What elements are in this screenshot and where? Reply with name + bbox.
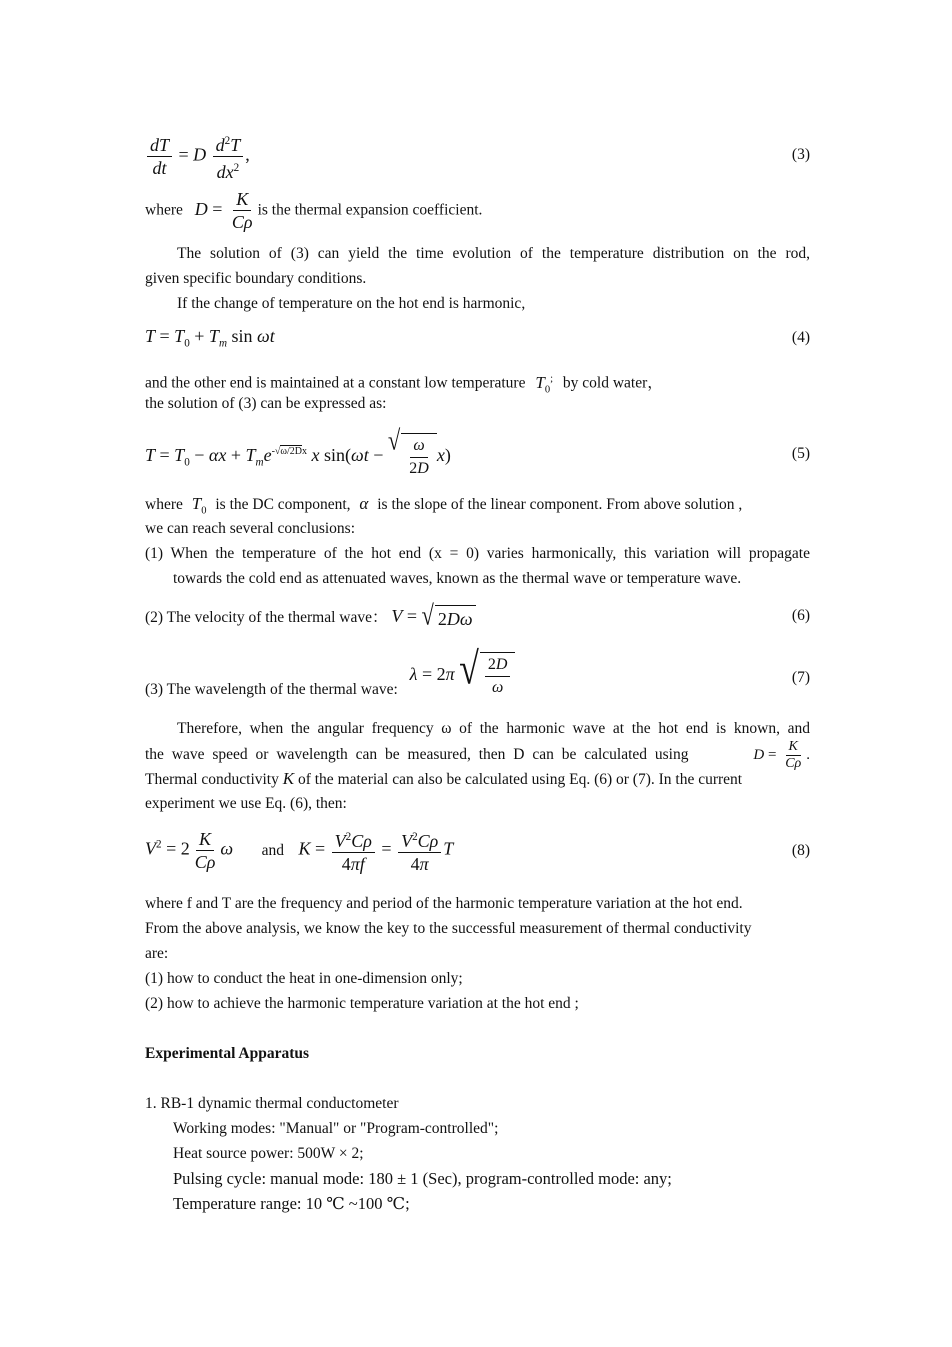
paragraph-line: (1) how to conduct the heat in one-dimension only; xyxy=(145,970,463,987)
paragraph-line: From the above analysis, we know the key to the successful measurement of thermal conductivity xyxy=(145,920,752,937)
paragraph-line: are: xyxy=(145,945,169,962)
conclusion-1: (1) When the temperature of the hot end (x = 0) varies harmonically, this variation will propagate xyxy=(145,545,810,562)
equation-4: $T = T_0 + T_m$ sin ωt (4) xyxy=(145,326,810,350)
paragraph-line: given specific boundary conditions. xyxy=(145,270,367,287)
equation-number: (5) xyxy=(791,445,810,462)
list-item-detail: Pulsing cycle: manual mode: 180 ± 1 (Sec), program-controlled mode: any; xyxy=(173,1169,672,1188)
paragraph-line: where $T_0$ is the DC component, α is the slope of the linear component. From above solution , xyxy=(145,494,743,517)
text: is the DC component, xyxy=(215,496,351,513)
paragraph-line: Thermal conductivity K of the material can also be calculated using Eq. (6) or (7). In the current xyxy=(145,769,743,788)
paragraph-line: the wave speed or wavelength can be measured, then D can be calculated using D = $\frac{K}{C\rho}$ . xyxy=(145,738,810,771)
paragraph-line: If the change of temperature on the hot end is harmonic, xyxy=(177,295,526,312)
equation-number: (4) xyxy=(791,329,810,346)
text: the wave speed or wavelength can be measured, then D can be calculated using xyxy=(145,746,689,763)
text: of the material can also be calculated using Eq. (6) or (7). In the current xyxy=(297,771,743,788)
paragraph-line: experiment we use Eq. (6), then: xyxy=(145,795,347,812)
list-item-detail: Heat source power: 500W × 2; xyxy=(173,1145,364,1162)
text: by cold water， xyxy=(562,374,663,392)
equation-3: $\frac{dT}{dt}$ = D $\frac{d^2T}{dx^2}$ , (3) xyxy=(145,130,810,180)
paragraph-line: where f and T are the frequency and period of the harmonic temperature variation at the hot end. xyxy=(145,895,743,912)
where-d-definition: where D = $\frac{K}{C\rho}$ is the thermal expansion coefficient. xyxy=(145,189,483,232)
text: is the slope of the linear component. From above solution , xyxy=(377,496,743,513)
list-item-detail: Temperature range: 10 ℃ ~100 ℃; xyxy=(173,1194,410,1213)
list-item-detail: Working modes: "Manual" or "Program-controlled"; xyxy=(173,1120,499,1137)
list-item: 1. RB-1 dynamic thermal conductometer xyxy=(145,1095,399,1112)
equation-5: $T = T_0 - \alpha x + T_me^{-√\omega/2Dx}$ x sin(ωt − √ $\frac{\omega}{2D}$ x) (5) xyxy=(145,425,810,480)
text: and the other end is maintained at a constant low temperature xyxy=(145,374,526,392)
equation-number: (3) xyxy=(791,146,810,163)
equation-number: (8) xyxy=(791,842,810,859)
text: where xyxy=(145,201,183,219)
conclusion-1-cont: towards the cold end as attenuated waves, known as the thermal wave or temperature wave. xyxy=(173,570,742,587)
text: and xyxy=(261,841,284,859)
paragraph-line: The solution of (3) can yield the time evolution of the temperature distribution on the rod, xyxy=(177,245,810,262)
paragraph-line: (2) how to achieve the harmonic temperature variation at the hot end ; xyxy=(145,995,579,1012)
paragraph-line: we can reach several conclusions: xyxy=(145,520,356,537)
section-heading: Experimental Apparatus xyxy=(145,1045,310,1062)
paragraph-line: and the other end is maintained at a constant low temperature $T_0^;$ by cold water， xyxy=(145,372,663,396)
text: Thermal conductivity xyxy=(145,771,279,788)
text: (3) The wavelength of the thermal wave: xyxy=(145,680,398,698)
equation-8: $V^2 = 2$ $\frac{K}{C\rho}$ ω and K = $\frac{V^2C\rho}{4\pi f}$ = $\frac{V^2C\rho}{4\pi}$ T (8) xyxy=(145,826,810,878)
conclusion-3: (3) The wavelength of the thermal wave: λ = 2π √ $\frac{2D}{\omega}$ (7) xyxy=(145,643,810,698)
equation-number: (6) xyxy=(791,607,810,624)
text: where xyxy=(145,496,183,513)
paragraph-line: the solution of (3) can be expressed as: xyxy=(145,395,387,412)
equation-number: (7) xyxy=(791,669,810,686)
conclusion-2: (2) The velocity of the thermal wave： V = √ 2Dω (6) xyxy=(145,599,810,631)
paragraph-line: Therefore, when the angular frequency ω of the harmonic wave at the hot end is known, and xyxy=(177,720,810,737)
text: is the thermal expansion coefficient. xyxy=(257,201,483,219)
text: (2) The velocity of the thermal wave： xyxy=(145,609,388,626)
